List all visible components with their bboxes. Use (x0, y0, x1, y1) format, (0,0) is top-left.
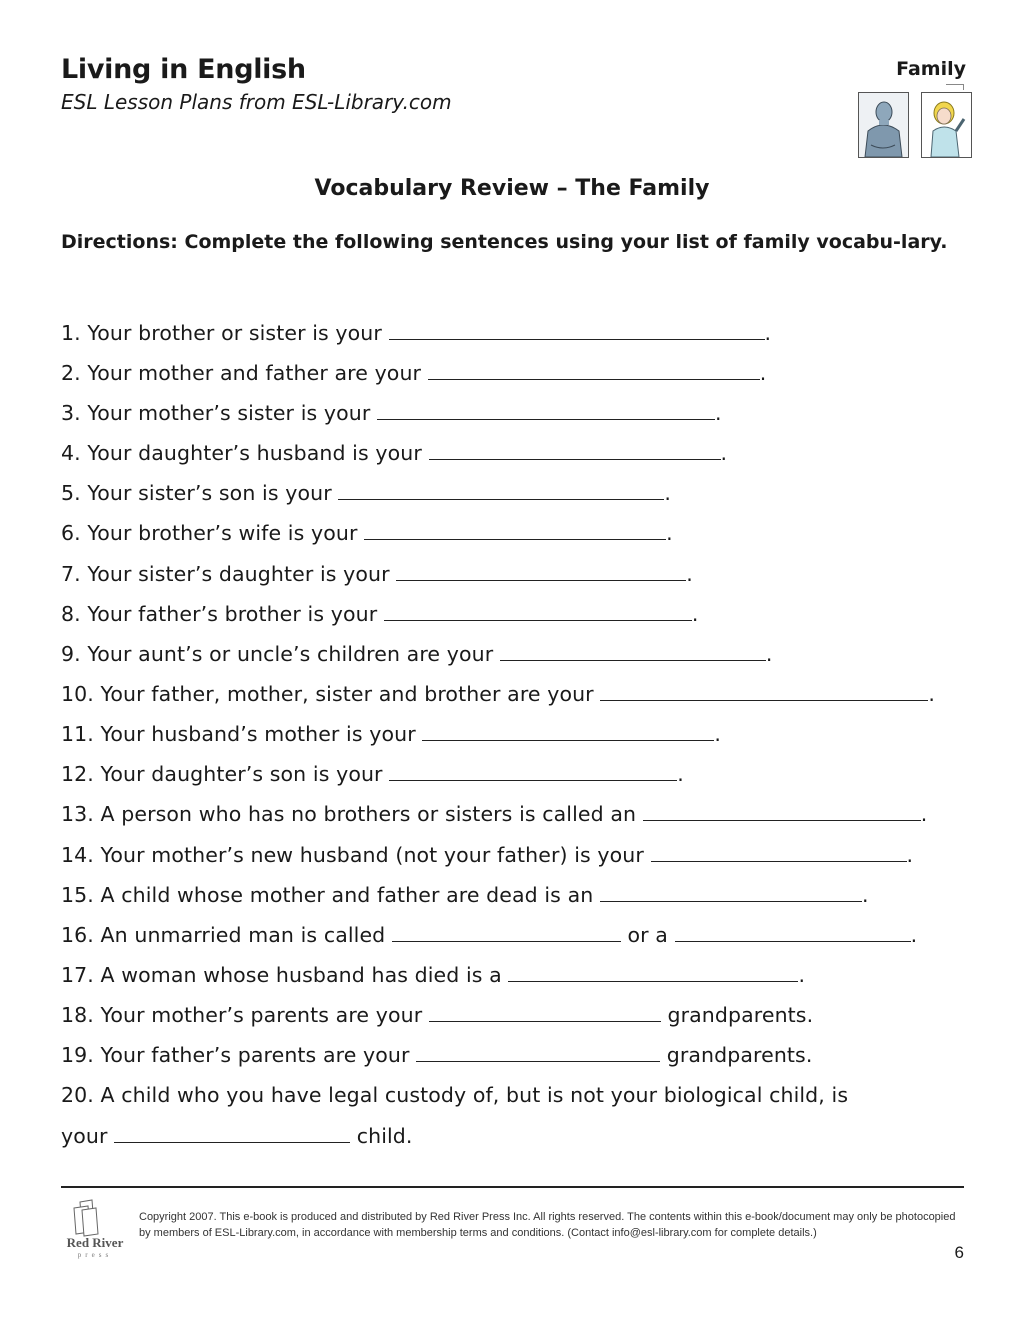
question-line (61, 399, 722, 427)
directions-text: Directions: Complete the following sentences using your list of family vocabu-lary. (61, 231, 948, 253)
man-illustration (858, 92, 909, 158)
question-text: 8. Your father’s brother is your (61, 602, 384, 626)
question-text: 14. Your mother’s new husband (not your father) is your (61, 843, 651, 867)
page-number: 6 (954, 1243, 964, 1262)
question-text: 6. Your brother’s wife is your (61, 521, 365, 545)
question-line (61, 921, 917, 949)
question-text-end: . (910, 923, 918, 947)
question-line (61, 760, 684, 788)
answer-blank[interactable] (114, 1122, 350, 1143)
topic-label: Family (896, 58, 966, 80)
answer-blank[interactable] (643, 800, 921, 821)
question-line (61, 680, 935, 708)
question-text-end: . (666, 521, 673, 545)
answer-blank[interactable] (396, 560, 686, 581)
answer-blank[interactable] (500, 640, 766, 661)
question-text: 17. A woman whose husband has died is a (61, 963, 509, 987)
question-text: 13. A person who has no brothers or sisters is called an (61, 802, 643, 826)
answer-blank[interactable] (364, 519, 666, 540)
answer-blank[interactable] (422, 720, 714, 741)
answer-blank[interactable] (377, 399, 715, 420)
answer-blank[interactable] (600, 680, 928, 701)
question-text: 18. Your mother’s parents are your (61, 1003, 429, 1027)
question-text-end: . (765, 642, 773, 666)
answer-blank[interactable] (384, 600, 692, 621)
question-line (61, 720, 721, 748)
question-text: 12. Your daughter’s son is your (61, 762, 390, 786)
question-text: 11. Your husband’s mother is your (61, 722, 423, 746)
answer-blank[interactable] (338, 479, 664, 500)
footer-rule (61, 1186, 964, 1188)
logo-text: Red River (66, 1235, 124, 1250)
worksheet-heading: Vocabulary Review – The Family (314, 176, 710, 201)
question-line (61, 1041, 812, 1069)
question-line (61, 439, 727, 467)
question-text-end: . (691, 602, 699, 626)
question-line (61, 1001, 813, 1029)
question-line (61, 479, 671, 507)
logo-subtext: press (77, 1251, 113, 1259)
book-title: Living in English (61, 54, 306, 85)
question-text: 20. A child who you have legal custody of, but is not your biological child, is (61, 1083, 849, 1107)
question-text-end: . (720, 441, 728, 465)
question-line (61, 560, 693, 588)
question-text-end: . (686, 562, 693, 586)
question-text-end: . (798, 963, 806, 987)
woman-illustration (921, 92, 972, 158)
answer-blank[interactable] (429, 439, 721, 460)
question-text-end: . (759, 361, 767, 385)
question-text: 15. A child whose mother and father are dead is an (61, 883, 600, 907)
question-text-end: grandparents. (660, 1003, 814, 1027)
question-text-end: . (764, 321, 772, 345)
question-text: 4. Your daughter’s husband is your (61, 441, 429, 465)
question-line (61, 519, 673, 547)
topic-bracket (946, 84, 964, 90)
question-text-end: . (928, 682, 935, 706)
question-text-end: child. (350, 1124, 413, 1148)
book-subtitle: ESL Lesson Plans from ESL-Library.com (61, 90, 452, 114)
question-text-end: . (715, 401, 722, 425)
question-line (61, 800, 927, 828)
question-line (61, 841, 913, 869)
answer-blank[interactable] (429, 1001, 661, 1022)
answer-blank[interactable] (389, 319, 765, 340)
question-text: 19. Your father’s parents are your (61, 1043, 417, 1067)
answer-blank[interactable] (675, 921, 911, 942)
question-line (61, 319, 771, 347)
answer-blank[interactable] (600, 881, 862, 902)
copyright-notice: Copyright 2007. This e-book is produced and distributed by Red River Press Inc. All rights reserved. The contents within this e-book/document may only be photocopied by members of ESL-Library.com, in accordance with membership terms and conditions. (Contact info@esl-library.com for complete details.) (139, 1211, 956, 1239)
question-text-end: . (677, 762, 684, 786)
answer-blank[interactable] (389, 760, 677, 781)
question-line (61, 961, 805, 989)
question-text: 3. Your mother’s sister is your (61, 401, 378, 425)
question-text: 2. Your mother and father are your (61, 361, 428, 385)
answer-blank[interactable] (508, 961, 798, 982)
question-text: 1. Your brother or sister is your (61, 321, 389, 345)
question-text: your (61, 1124, 115, 1148)
question-text: 10. Your father, mother, sister and brother are your (61, 682, 601, 706)
question-text-end: grandparents. (660, 1043, 813, 1067)
question-text-end: . (714, 722, 721, 746)
question-line (61, 881, 869, 909)
question-text-end: . (664, 481, 671, 505)
answer-blank[interactable] (392, 921, 621, 942)
question-line (61, 600, 698, 628)
question-line (61, 640, 773, 668)
question-line (61, 1122, 413, 1150)
question-text: 7. Your sister’s daughter is your (61, 562, 397, 586)
red-river-press-logo (60, 1198, 130, 1260)
answer-blank[interactable] (416, 1041, 660, 1062)
question-text: 16. An unmarried man is called (61, 923, 392, 947)
answer-blank[interactable] (651, 841, 907, 862)
question-line (61, 1081, 848, 1109)
question-text-end: . (906, 843, 914, 867)
question-text: 9. Your aunt’s or uncle’s children are your (61, 642, 500, 666)
answer-blank[interactable] (428, 359, 760, 380)
question-line (61, 359, 766, 387)
question-text-middle: or a (620, 923, 675, 947)
question-text: 5. Your sister’s son is your (61, 481, 339, 505)
question-text-end: . (920, 802, 928, 826)
question-text-end: . (861, 883, 869, 907)
